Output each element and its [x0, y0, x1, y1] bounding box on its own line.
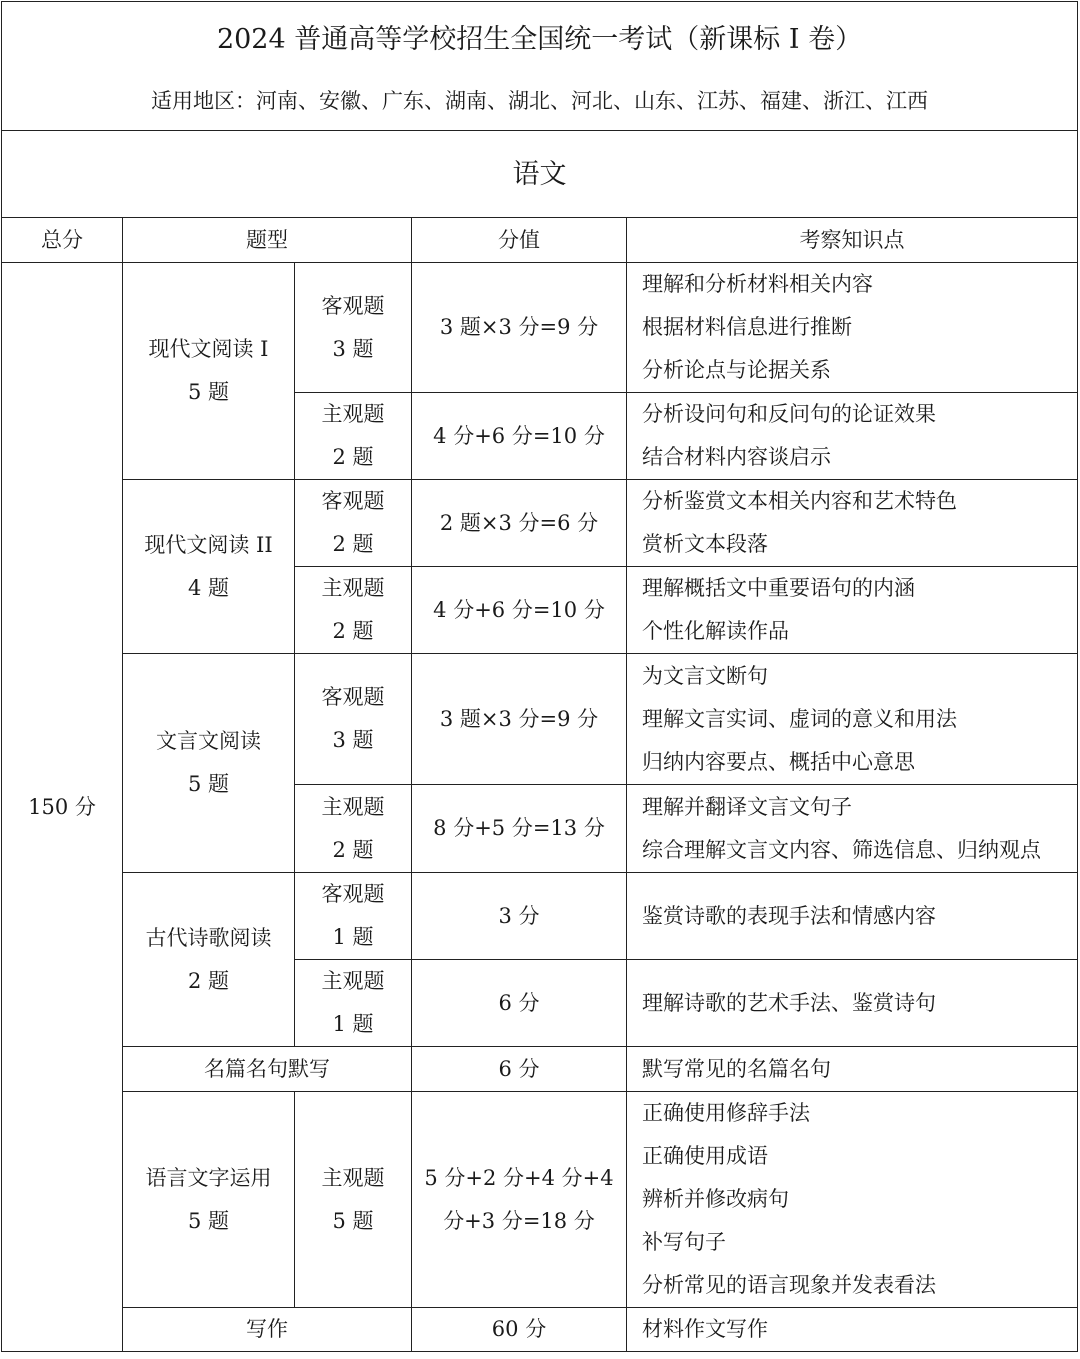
knowledge-points: [627, 873, 1078, 960]
table-row: [2, 263, 1078, 393]
question-kind: 主观题: [321, 1165, 385, 1190]
knowledge-point: 分析论点与论据关系: [642, 358, 831, 382]
question-kind: 客观题: [321, 882, 385, 906]
knowledge-point: 归纳内容要点、概括中心意思: [642, 749, 915, 774]
section-count: 4 题: [187, 575, 230, 600]
section-count: 5 题: [187, 380, 230, 404]
score-value: 3 题×3 分=9 分: [412, 263, 627, 393]
knowledge-points: [627, 785, 1078, 873]
exam-title: 2024 普通高等学校招生全国统一考试（新课标 I 卷）: [216, 24, 863, 55]
section-cell: [123, 263, 295, 480]
table-row: [2, 1308, 1078, 1352]
knowledge-point: 理解文言实词、虚词的意义和用法: [642, 706, 957, 731]
knowledge-points: [627, 960, 1078, 1047]
section-count: 5 题: [187, 1208, 230, 1233]
score-value: 4 分+6 分=10 分: [412, 393, 627, 480]
question-kind: 主观题: [321, 402, 385, 426]
exam-structure-table: [1, 1, 1078, 1352]
knowledge-points: [627, 480, 1078, 567]
knowledge-point: 分析常见的语言现象并发表看法: [642, 1273, 936, 1297]
column-header-score: 分值: [412, 218, 627, 263]
score-value: 6 分: [412, 960, 627, 1047]
knowledge-point: 综合理解文言文内容、筛选信息、归纳观点: [642, 837, 1041, 862]
table-row: [2, 480, 1078, 567]
subject-title: 语文: [2, 131, 1078, 218]
question-kind-cell: [295, 263, 412, 393]
section-name: 名篇名句默写: [123, 1047, 412, 1092]
knowledge-point: 赏析文本段落: [642, 532, 768, 556]
score-value-line: 分+3 分=18 分: [443, 1208, 595, 1233]
question-num: 1 题: [332, 925, 374, 949]
section-name: 现代文阅读 I: [148, 337, 269, 361]
knowledge-point: 分析设问句和反问句的论证效果: [642, 402, 936, 426]
knowledge-point: 分析鉴赏文本相关内容和艺术特色: [642, 489, 957, 513]
question-kind-cell: [295, 873, 412, 960]
section-count: 2 题: [187, 968, 230, 993]
question-kind: 主观题: [321, 794, 385, 819]
score-value-line: 5 分+2 分+4 分+4: [424, 1165, 614, 1190]
knowledge-point: 默写常见的名篇名句: [627, 1047, 1078, 1092]
section-name: 语言文字运用: [145, 1165, 272, 1190]
question-num: 3 题: [332, 336, 374, 361]
question-num: 2 题: [332, 837, 374, 862]
knowledge-point: 为文言文断句: [642, 663, 768, 688]
knowledge-point: 补写句子: [642, 1230, 726, 1254]
header-row: [2, 218, 1078, 263]
section-cell: [123, 1092, 295, 1308]
knowledge-point: 材料作文写作: [627, 1308, 1078, 1352]
title-cell: [2, 2, 1078, 131]
question-kind-cell: [295, 1092, 412, 1308]
section-cell: [123, 654, 295, 873]
table-row: [2, 873, 1078, 960]
question-kind: 客观题: [321, 293, 385, 318]
question-num: 1 题: [332, 1012, 374, 1036]
title-row: [2, 2, 1078, 131]
knowledge-point: 正确使用修辞手法: [642, 1101, 810, 1125]
total-score: 150 分: [2, 263, 123, 1352]
knowledge-point: 个性化解读作品: [642, 619, 789, 643]
question-num: 3 题: [332, 728, 374, 752]
section-name: 写作: [123, 1308, 412, 1352]
table-row: [2, 654, 1078, 785]
knowledge-points: [627, 263, 1078, 393]
question-num: 2 题: [332, 619, 374, 643]
knowledge-point: 结合材料内容谈启示: [642, 445, 831, 469]
question-kind: 主观题: [321, 969, 385, 993]
applicable-regions: 适用地区：河南、安徽、广东、湖南、湖北、河北、山东、江苏、福建、浙江、江西: [151, 89, 929, 113]
question-num: 5 题: [332, 1208, 374, 1233]
column-header-total: 总分: [2, 218, 123, 263]
score-value: 3 题×3 分=9 分: [412, 654, 627, 785]
knowledge-point: 理解概括文中重要语句的内涵: [642, 576, 915, 600]
question-kind-cell: [295, 567, 412, 654]
score-value-cell: [412, 1092, 627, 1308]
score-value: 3 分: [412, 873, 627, 960]
knowledge-point: 理解和分析材料相关内容: [642, 272, 873, 296]
section-count: 5 题: [187, 772, 230, 796]
score-value: 6 分: [412, 1047, 627, 1092]
knowledge-point: 根据材料信息进行推断: [642, 315, 852, 339]
subject-row: [2, 131, 1078, 218]
section-name: 现代文阅读 II: [144, 532, 273, 557]
question-kind: 客观题: [321, 685, 385, 709]
score-value: 60 分: [412, 1308, 627, 1352]
score-value: 8 分+5 分=13 分: [412, 785, 627, 873]
question-kind-cell: [295, 785, 412, 873]
column-header-knowledge: 考察知识点: [627, 218, 1078, 263]
table-row: [2, 1092, 1078, 1308]
question-kind: 客观题: [321, 489, 385, 513]
question-num: 2 题: [332, 532, 374, 556]
question-kind-cell: [295, 480, 412, 567]
knowledge-point: 理解并翻译文言文句子: [642, 794, 852, 819]
knowledge-point: 正确使用成语: [642, 1144, 768, 1168]
question-kind-cell: [295, 654, 412, 785]
question-kind: 主观题: [321, 576, 385, 600]
section-name: 古代诗歌阅读: [145, 925, 272, 950]
knowledge-points: [627, 1092, 1078, 1308]
score-value: 4 分+6 分=10 分: [412, 567, 627, 654]
knowledge-point: 鉴赏诗歌的表现手法和情感内容: [642, 903, 936, 928]
knowledge-point: 辨析并修改病句: [642, 1187, 789, 1211]
column-header-type: 题型: [123, 218, 412, 263]
question-kind-cell: [295, 960, 412, 1047]
knowledge-points: [627, 654, 1078, 785]
knowledge-points: [627, 567, 1078, 654]
score-value: 2 题×3 分=6 分: [412, 480, 627, 567]
knowledge-points: [627, 393, 1078, 480]
question-num: 2 题: [332, 445, 374, 469]
knowledge-point: 理解诗歌的艺术手法、鉴赏诗句: [642, 990, 936, 1015]
section-cell: [123, 873, 295, 1047]
question-kind-cell: [295, 393, 412, 480]
section-name: 文言文阅读: [156, 729, 261, 753]
section-cell: [123, 480, 295, 654]
table-row: [2, 1047, 1078, 1092]
